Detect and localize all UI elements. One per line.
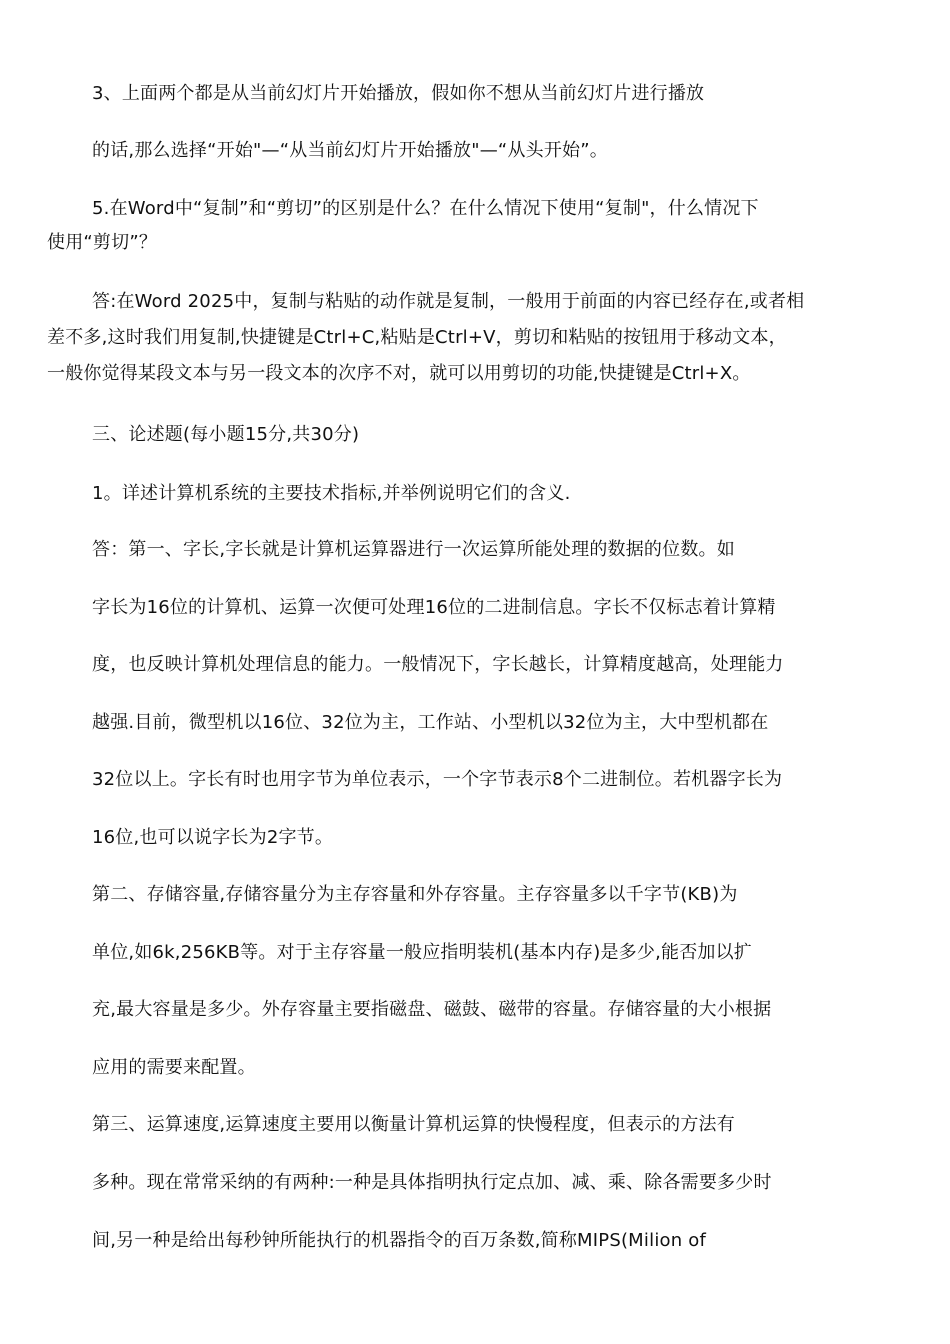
answer-1-line: 16位,也可以说字长为2字节。	[92, 827, 334, 848]
answer-1-line: 单位,如6k,256KB等。对于主存容量一般应指明装机(基本内存)是多少,能否加以扩	[92, 942, 752, 963]
answer-5-line: 一般你觉得某段文本与另一段文本的次序不对，就可以用剪切的功能,快捷键是Ctrl+X。	[47, 363, 751, 384]
answer-1-line: 度，也反映计算机处理信息的能力。一般情况下，字长越长，计算精度越高，处理能力	[92, 654, 784, 675]
answer-1-line: 应用的需要来配置。	[92, 1057, 256, 1078]
answer-1-line: 答：第一、字长,字长就是计算机运算器进行一次运算所能处理的数据的位数。如	[92, 539, 735, 560]
answer-1-line: 第二、存储容量,存储容量分为主存容量和外存容量。主存容量多以千字节(KB)为	[92, 884, 738, 905]
text-line: 3、上面两个都是从当前幻灯片开始播放，假如你不想从当前幻灯片进行播放	[92, 83, 705, 104]
answer-1-line: 多种。现在常常采纳的有两种:一种是具体指明执行定点加、减、乘、除各需要多少时	[92, 1172, 772, 1193]
answer-1-line: 第三、运算速度,运算速度主要用以衡量计算机运算的快慢程度，但表示的方法有	[92, 1114, 735, 1135]
question-1-line: 1。详述计算机系统的主要技术指标,并举例说明它们的含义.	[92, 483, 571, 504]
answer-1-line: 充,最大容量是多少。外存容量主要指磁盘、磁鼓、磁带的容量。存储容量的大小根据	[92, 999, 772, 1020]
answer-1-line: 字长为16位的计算机、运算一次便可处理16位的二进制信息。字长不仅标志着计算精	[92, 597, 776, 618]
answer-5-line: 差不多,这时我们用复制,快捷键是Ctrl+C,粘贴是Ctrl+V，剪切和粘贴的按钮用于移动文本，	[47, 327, 787, 348]
text-line: 的话,那么选择“开始"—“从当前幻灯片开始播放"—“从头开始”。	[92, 140, 608, 161]
section-heading: 三、论述题(每小题15分,共30分)	[92, 424, 360, 445]
answer-5-line: 答:在Word 2025中，复制与粘贴的动作就是复制，一般用于前面的内容已经存在,或者相	[92, 291, 805, 312]
answer-1-line: 间,另一种是给出每秒钟所能执行的机器指令的百万条数,简称MIPS(Milion of	[92, 1230, 707, 1251]
question-5-line: 使用“剪切”？	[47, 232, 158, 253]
question-5-line: 5.在Word中“复制”和“剪切”的区别是什么？在什么情况下使用“复制"，什么情况下	[92, 198, 759, 219]
answer-1-line: 32位以上。字长有时也用字节为单位表示，一个字节表示8个二进制位。若机器字长为	[92, 769, 783, 790]
answer-1-line: 越强.目前，微型机以16位、32位为主，工作站、小型机以32位为主，大中型机都在	[92, 712, 769, 733]
